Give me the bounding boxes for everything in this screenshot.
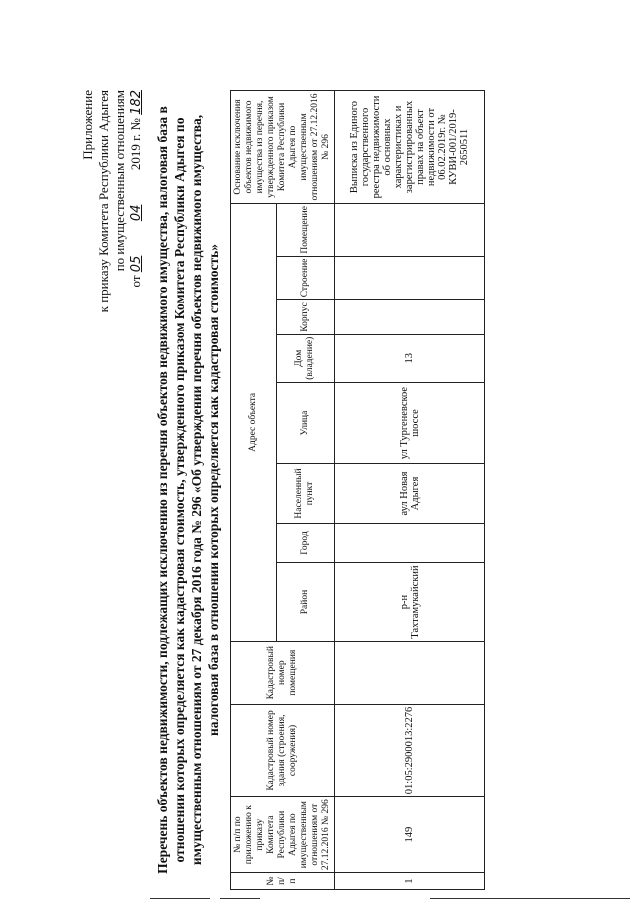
cell-street: ул Тургеневское шоссе xyxy=(335,382,485,464)
header-cad-building: Кадастровый номер здания (строения, сооружения) xyxy=(231,704,335,797)
table-row xyxy=(335,91,485,890)
cell-district: р-н Тахтамукайский xyxy=(335,563,485,641)
cell-building xyxy=(335,256,485,300)
cell-settlement: аул Новая Адыгея xyxy=(335,464,485,523)
date-day: 05 xyxy=(129,255,144,273)
document-title: Перечень объектов недвижимости, подлежащих исключению из перечня объектов недвижимого имущества, налоговая база в отношении которых определяется как кадастровая стоимость, утвержденного приказом Комитета Республики Адыгея по имущественным отношениям от 27 декабря 2016 года № 296 «Об утверждении перечня объектов недвижимого имущества, налоговая база в отношении которых определяется как кадастровая стоимость» xyxy=(155,106,221,874)
date-year: 2019 г. xyxy=(128,133,143,171)
approval-date-line xyxy=(128,90,145,350)
cell-house: 13 xyxy=(335,334,485,382)
header-city: Город xyxy=(276,523,335,563)
header-street: Улица xyxy=(276,382,335,464)
header-district: Район xyxy=(276,563,335,641)
header-house: Дом (владение) xyxy=(276,334,335,382)
header-corps: Корпус xyxy=(276,300,335,334)
approval-line-3: по имущественным отношениям xyxy=(112,90,127,272)
scan-edge-line xyxy=(150,898,210,899)
header-num: № п/п xyxy=(231,873,335,890)
header-building: Строение xyxy=(276,256,335,300)
cell-corps xyxy=(335,300,485,334)
cell-city xyxy=(335,523,485,563)
objects-table xyxy=(230,90,485,890)
header-appendix-num: № п/п по приложению к приказу Комитета Республики Адыгея по имущественным отношениям от 27.12.2016 № 296 xyxy=(231,797,335,873)
approval-block xyxy=(80,90,145,350)
header-address: Адрес объекта xyxy=(231,204,277,642)
cell-cad-building: 01:05:2900013:2276 xyxy=(335,704,485,797)
cell-room xyxy=(335,204,485,257)
scan-edge-line xyxy=(220,898,260,899)
order-number: 182 xyxy=(129,90,144,115)
cell-appendix-num: 149 xyxy=(335,797,485,873)
number-prefix: № xyxy=(128,118,143,131)
rotated-content xyxy=(80,90,540,890)
header-settlement: Населенный пункт xyxy=(276,464,335,523)
scan-edge-line xyxy=(430,898,630,899)
date-prefix: от xyxy=(128,275,143,288)
approval-line-1: Приложение xyxy=(80,90,95,160)
header-cad-premises: Кадастровый номер помещения xyxy=(231,641,335,704)
header-basis: Основание исключения объектов недвижимого имущества из перечня, утвержденного приказом Комитета Республики Адыгея по имущественным отношениям от 27.12.2016 № 296 xyxy=(231,91,335,204)
header-room: Помещение xyxy=(276,204,335,257)
cell-num: 1 xyxy=(335,873,485,890)
date-month: 04 xyxy=(129,204,144,222)
cell-basis: Выписка из Единого государственного реестра недвижимости об основных характеристиках и зарегистрированных правах на объект недвижимости от 06.02.2019г. № КУВИ-001/2019-2650511 xyxy=(335,91,485,204)
cell-cad-premises xyxy=(335,641,485,704)
approval-line-2: к приказу Комитета Республики Адыгея xyxy=(96,90,111,313)
